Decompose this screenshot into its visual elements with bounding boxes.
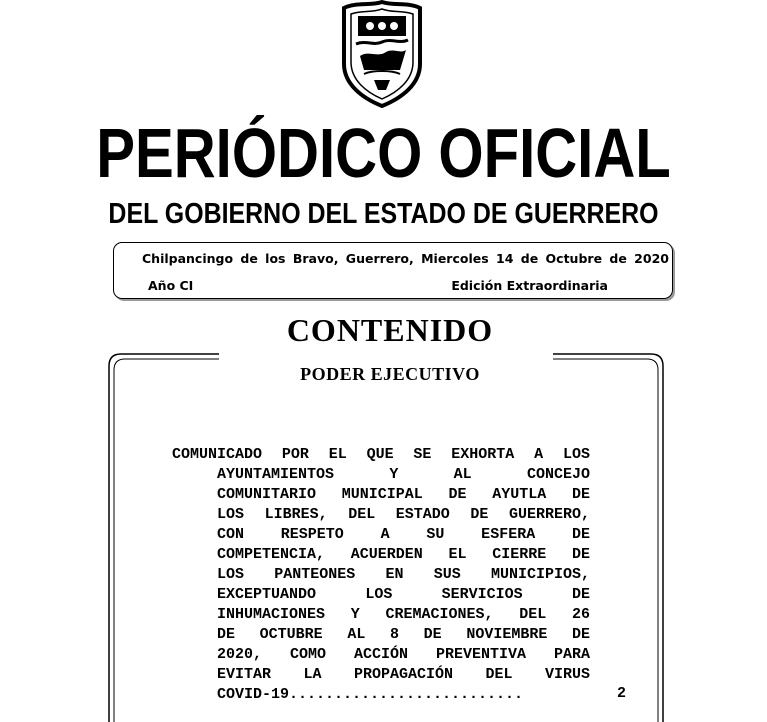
toc-entry-line: LOS PANTEONES EN SUS MUNICIPIOS, [217,566,590,583]
toc-entry[interactable] [172,445,590,705]
toc-entry-line: COMPETENCIA, ACUERDEN EL CIERRE DE [217,546,590,563]
toc-entry-line: AYUNTAMIENTOS Y AL CONCEJO [217,466,590,483]
toc-page-number[interactable]: 2 [617,685,627,702]
toc-entry-line: LOS LIBRES, DEL ESTADO DE GUERRERO, [217,506,590,523]
masthead-subtitle: DEL GOBIERNO DEL ESTADO DE GUERRERO [108,198,659,230]
toc-entry-line: EVITAR LA PROPAGACIÓN DEL VIRUS [217,666,590,683]
toc-entry-line: CON RESPETO A SU ESFERA DE [217,526,590,543]
state-seal-icon [334,0,430,108]
toc-entry-line: COVID-19.......................... [217,686,524,703]
toc-entry-line: INHUMACIONES Y CREMACIONES, DEL 26 [217,606,590,623]
section-heading: PODER EJECUTIVO [300,364,480,384]
issue-year: Año CI [148,278,194,293]
toc-entry-line: COMUNICADO POR EL QUE SE EXHORTA A LOS [172,446,590,463]
toc-entry-line: DE OCTUBRE AL 8 DE NOVIEMBRE DE [217,626,590,643]
issue-edition: Edición Extraordinaria [451,278,608,293]
contents-heading: CONTENIDO [286,312,494,348]
issue-info-box [113,242,673,299]
masthead-title: PERIÓDICO OFICIAL [96,114,671,192]
toc-entry-line: 2020, COMO ACCIÓN PREVENTIVA PARA [217,646,590,663]
toc-entry-line: EXCEPTUANDO LOS SERVICIOS DE [217,586,590,603]
toc-entry-line: COMUNITARIO MUNICIPAL DE AYUTLA DE [217,486,590,503]
issue-date-line: Chilpancingo de los Bravo, Guerrero, Miercoles 14 de Octubre de 2020 [142,251,669,266]
